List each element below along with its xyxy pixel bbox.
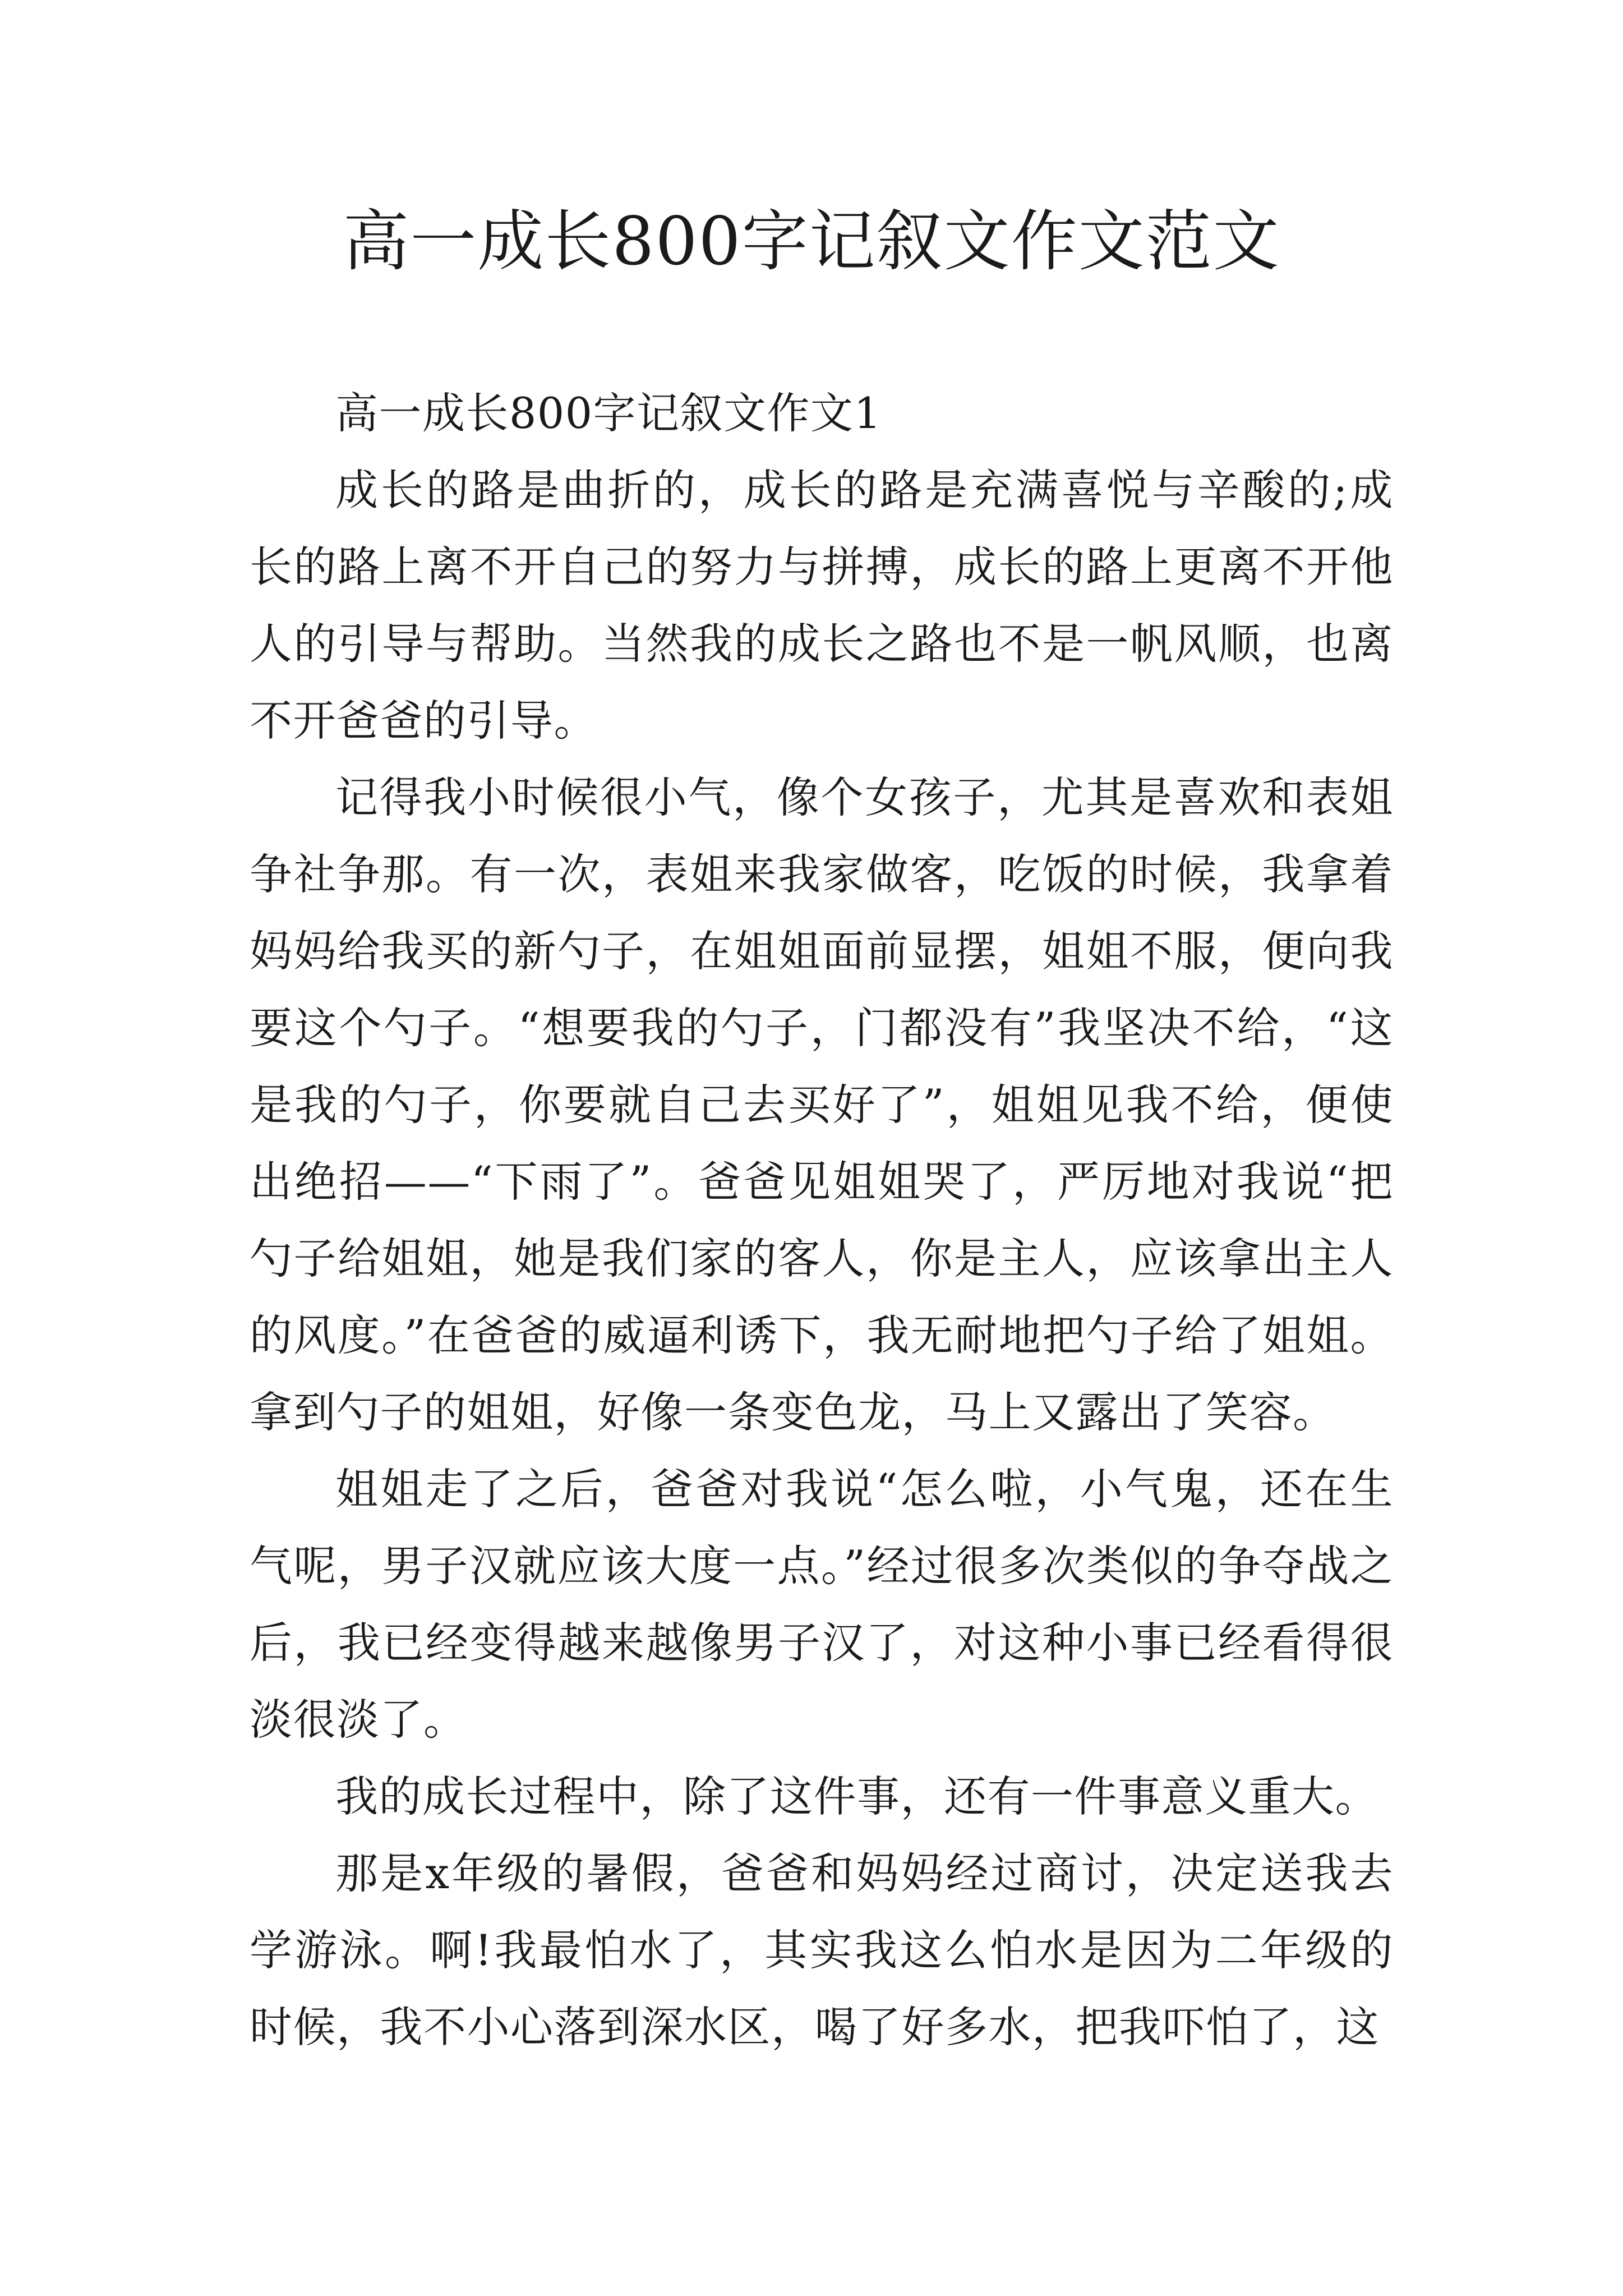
paragraph: 记得我小时候很小气，像个女孩子，尤其是喜欢和表姐争社争那。有一次，表姐来我家做客，吃饭的时候，我拿着妈妈给我买的新勺子，在姐姐面前显摆，姐姐不服，便向我要这个勺子。“想要我的勺子，门都没有”我坚决不给，“这是我的勺子，你要就自己去买好了”，姐姐见我不给，便使出绝招——“下雨了”。爸爸见姐姐哭了，严厉地对我说“把勺子给姐姐，她是我们家的客人，你是主人，应该拿出主人的风度。”在爸爸的威逼利诱下，我无耐地把勺子给了姐姐。拿到勺子的姐姐，好像一条变色龙，马上又露出了笑容。 <box>250 772 1394 1437</box>
paragraph: 那是x年级的暑假，爸爸和妈妈经过商讨，决定送我去学游泳。啊!我最怕水了，其实我这么怕水是因为二年级的时候，我不小心落到深水区，喝了好多水，把我吓怕了，这 <box>250 1848 1394 2052</box>
section-heading: 高一成长800字记叙文作文1 <box>335 388 882 438</box>
document-body <box>250 375 1394 2065</box>
paragraph: 姐姐走了之后，爸爸对我说“怎么啦，小气鬼，还在生气呢，男子汉就应该大度一点。”经过很多次类似的争夺战之后，我已经变得越来越像男子汉了，对这种小事已经看得很淡很淡了。 <box>250 1464 1394 1745</box>
paragraph: 我的成长过程中，除了这件事，还有一件事意义重大。 <box>335 1772 1378 1821</box>
document-title: 高一成长800字记叙文作文范文 <box>343 203 1280 280</box>
paragraph: 成长的路是曲折的，成长的路是充满喜悦与辛酸的;成长的路上离不开自己的努力与拼搏，成长的路上更离不开他人的引导与帮助。当然我的成长之路也不是一帆风顺，也离不开爸爸的引导。 <box>250 465 1394 746</box>
